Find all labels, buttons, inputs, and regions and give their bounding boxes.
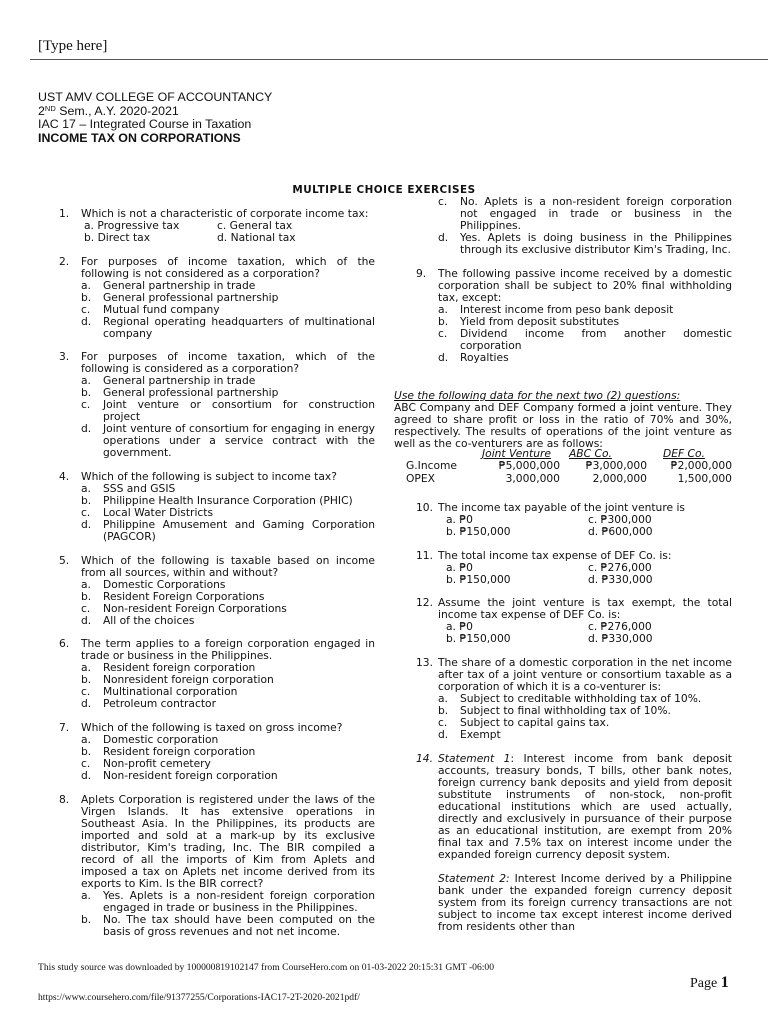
table-row: G.Income ₱5,000,000 ₱3,000,000 ₱2,000,000 [406, 459, 732, 472]
question-4: 4. Which of the following is subject to income tax? a. SSS and GSIS b. Philippine Health Insurance Corporation (PHIC) c. Local Water Districts d. Philippine Amusement and Gaming Corporation (PAGCOR) [59, 470, 375, 544]
topic-title: INCOME TAX ON CORPORATIONS [38, 130, 241, 145]
option-c: c. Dividend income from another domestic corporation [438, 326, 732, 352]
question-11: 11. The total income tax expense of DEF Co. is: a. ₱0 c. ₱276,000 b. ₱150,000 d. ₱330,000 [416, 548, 672, 586]
option-a: a. General partnership in trade [81, 374, 256, 388]
question-13: 13. The share of a domestic corporation in the net income after tax of a joint venture or consortium taxable as a corporation of which it is a co-venturer is: a. Subject to creditable withholding tax of 10%. b. Subject to final withholding tax of 10%. c. Subject to capital gains tax. d. Exempt [416, 656, 732, 742]
option-b: b. Resident Foreign Corporations [81, 589, 265, 603]
question-1: 1. Which is not a characteristic of corporate income tax: a. Progressive tax c. General tax b. Direct tax d. National tax [59, 207, 369, 244]
option-a: a. Domestic Corporations [81, 577, 226, 591]
statement-2: Statement 2: Interest Income derived by a Philippine bank under the expanded foreign currency deposit system from its foreign currency transactions are not subject to income tax except interest income derived from residents other than [438, 871, 732, 933]
option-d: d. Non-resident foreign corporation [81, 769, 278, 783]
option-b: b. Resident foreign corporation [81, 745, 256, 759]
option-a: a. Resident foreign corporation [81, 661, 256, 675]
question-3: 3. For purposes of income taxation, which of the following is considered as a corporation? a. General partnership in trade b. General professional partnership c. Joint venture or consortium for construction project d. Joint venture of consortium for engaging in energy operations under a service contract with the government. [59, 350, 375, 460]
question-12: 12. Assume the joint venture is tax exempt, the total income tax expense of DEF Co. is: a. ₱0 c. ₱276,000 b. ₱150,000 d. ₱330,000 [416, 596, 732, 646]
question-8-continued [438, 196, 732, 256]
data-text: ABC Company and DEF Company formed a joint venture. They agreed to share profit or loss in the ratio of 70% and 30%, respectively. The results of operations of the joint venture as well as the co-venturers are as follows: [394, 401, 732, 450]
statement-1: Statement 1: Interest income from bank deposit accounts, treasury bonds, T bills, other bank notes, foreign currency bank deposits and yield from deposit substitute instruments of non-stock, non-profit educational institutions which are used actually, directly and exclusively in pursuance of their purpose as an educational institution, are exempt from 20% final tax and 7.5% tax on interest income under the expanded foreign currency deposit system. [438, 751, 732, 861]
header-rule [30, 59, 768, 60]
option-a: a. Interest income from peso bank deposit [438, 302, 674, 316]
col-def: DEF Co. [663, 447, 705, 460]
question-7: 7. Which of the following is taxed on gross income? a. Domestic corporation b. Resident foreign corporation c. Non-profit cemetery d. Non-resident foreign corporation [81, 722, 375, 782]
option-c: c. Non-profit cemetery [81, 757, 211, 771]
option-a: a. Domestic corporation [81, 733, 219, 747]
option-d: d. Exempt [438, 728, 501, 742]
question-8: 8. Aplets Corporation is registered under the laws of the Virgen Islands. It has extensive operations in Southeast Asia. In the Philippines, its products are imported and sold at a mark-up by its exclusive distributor, Kim's trading, Inc. The BIR compiled a record of all the imports of Kim from Aplets and imposed a tax on Aplets net income derived from its exports to Kim. Is the BIR correct? a. Yes. Aplets is a non-resident foreign corporation engaged in trade or business in the Philippines. b. No. The tax should have been computed on the basis of gross revenues and not net income. [59, 792, 375, 938]
course-header [38, 91, 272, 145]
left-column [59, 207, 375, 950]
option-c: c. Local Water Districts [81, 506, 214, 520]
option-d: d. Yes. Aplets is doing business in the Philippines through its exclusive distributor Kim's Trading, Inc. [438, 231, 732, 256]
option-d: d. Regional operating headquarters of multinational company [81, 314, 375, 340]
option-a: a. SSS and GSIS [81, 482, 176, 496]
question-5: 5. Which of the following is taxable based on income from all sources, within and without? a. Domestic Corporations b. Resident Foreign Corporations c. Non-resident Foreign Corporations d. All of the choices [59, 553, 375, 627]
option-b: b. General professional partnership [81, 290, 279, 304]
option-c: c. Multinational corporation [81, 685, 238, 699]
option-c: c. Joint venture or consortium for construction project [81, 398, 375, 424]
option-c: c. Mutual fund company [81, 302, 220, 316]
right-column [416, 195, 732, 375]
option-a: a. Yes. Aplets is a non-resident foreign corporation engaged in trade or business in the Philippines. [81, 888, 375, 914]
col-abc: ABC Co. [569, 447, 612, 460]
col-joint-venture: Joint Venture [482, 447, 551, 460]
question-6: 6. The term applies to a foreign corporation engaged in trade or business in the Philippines. a. Resident foreign corporation b. Nonresident foreign corporation c. Multinational corporation d. Petroleum contractor [59, 637, 375, 711]
header-placeholder: [Type here] [38, 38, 108, 54]
option-b: b. No. The tax should have been computed on the basis of gross revenues and not net income. [81, 912, 375, 938]
jv-table [394, 448, 734, 486]
exercise-title: MULTIPLE CHOICE EXERCISES [292, 184, 476, 196]
source-url[interactable]: https://www.coursehero.com/file/91377255/Corporations-IAC17-2T-2020-2021pdf/ [38, 992, 360, 1003]
option-d: d. Royalties [438, 350, 509, 364]
data-block [394, 390, 732, 450]
question-2: 2. For purposes of income taxation, which of the following is not considered as a corporation? a. General partnership in trade b. General professional partnership c. Mutual fund company d. Regional operating headquarters of multinational company [59, 254, 375, 340]
table-row: OPEX 3,000,000 2,000,000 1,500,000 [406, 472, 732, 485]
option-d: d. All of the choices [81, 613, 195, 627]
option-c: c. Subject to capital gains tax. [438, 716, 610, 730]
option-c: c. No. Aplets is a non-resident foreign corporation not engaged in trade or business in the Philippines. [438, 195, 732, 232]
option-d: d. Philippine Amusement and Gaming Corporation (PAGCOR) [81, 518, 375, 544]
right-column-lower [416, 501, 732, 944]
option-d: d. Petroleum contractor [81, 697, 216, 711]
question-10: 10. The income tax payable of the joint venture is a. ₱0 c. ₱300,000 b. ₱150,000 d. ₱600,000 [416, 501, 685, 538]
option-d: d. Joint venture of consortium for engaging in energy operations under a service contract with the government. [81, 422, 375, 460]
option-b: b. Philippine Health Insurance Corporation (PHIC) [81, 494, 353, 508]
option-c: c. Non-resident Foreign Corporations [81, 601, 287, 615]
option-b: b. Subject to final withholding tax of 10%. [438, 704, 671, 718]
source-notice: This study source was downloaded by 100000819102147 from CourseHero.com on 01-03-2022 20:15:31 GMT -06:00 [38, 962, 495, 973]
option-a: a. Subject to creditable withholding tax of 10%. [438, 692, 702, 706]
question-14: 14. Statement 1: Interest income from bank deposit accounts, treasury bonds, T bills, other bank notes, foreign currency bank deposits and yield from deposit substitute instruments of non-stock, non-profit educational institutions which are used actually, directly and exclusively in pursuance of their purpose as an educational institution, are exempt from 20% final tax and 7.5% tax on interest income under the expanded foreign currency deposit system. Statement 2: Interest Income derived by a Philippine bank under the expanded foreign currency deposit system from its foreign currency transactions are not subject to income tax except interest income derived from residents other than [416, 751, 732, 933]
option-b: b. Yield from deposit substitutes [438, 314, 620, 328]
option-b: b. Nonresident foreign corporation [81, 673, 274, 687]
semester-line: 2ND Sem., A.Y. 2020-2021 [38, 103, 179, 118]
school-name: UST AMV COLLEGE OF ACCOUNTANCY [38, 90, 273, 104]
option-a: a. General partnership in trade [81, 278, 256, 292]
question-9: 9. The following passive income received by a domestic corporation shall be subject to 20% final withholding tax, except: a. Interest income from peso bank deposit b. Yield from deposit substitutes c. Dividend income from another domestic corporation d. Royalties [416, 266, 732, 364]
option-b: b. General professional partnership [81, 386, 279, 400]
course-name: IAC 17 – Integrated Course in Taxation [38, 117, 252, 132]
page-number: Page 1 [690, 974, 729, 991]
data-intro: Use the following data for the next two (2) questions: [394, 389, 681, 402]
